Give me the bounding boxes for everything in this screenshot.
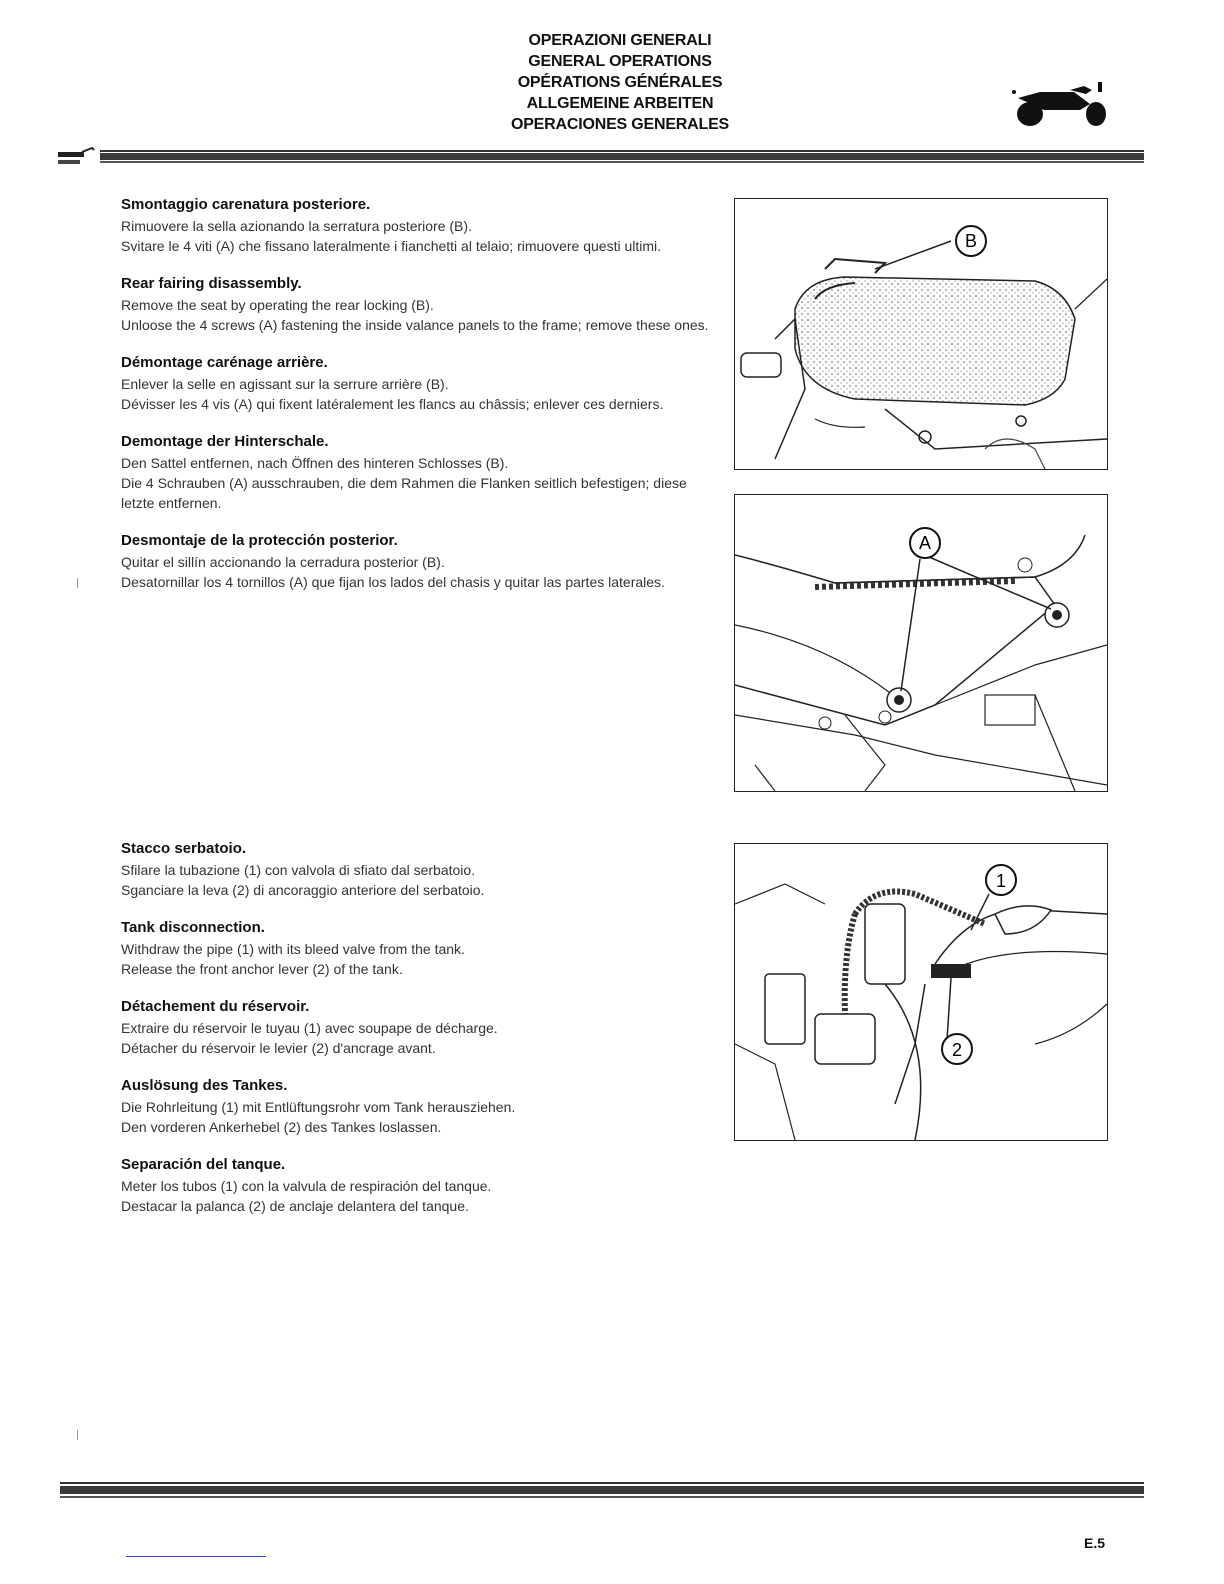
section-es-tank (121, 1154, 711, 1216)
section-de-fairing (121, 431, 711, 513)
instruction-line: Enlever la selle en agissant sur la serrure arrière (B). (121, 376, 449, 392)
footer-link-underline (126, 1556, 266, 1557)
section-en-fairing (121, 273, 711, 335)
section-fr-fairing (121, 352, 711, 414)
section-en-tank (121, 917, 711, 979)
instruction-line: Den vorderen Ankerhebel (2) des Tankes loslassen. (121, 1119, 442, 1135)
page-number: E.5 (1084, 1535, 1106, 1551)
section-heading: Auslösung des Tankes. (121, 1077, 288, 1094)
title-es: OPERACIONES GENERALES (510, 116, 730, 133)
instruction-line: Unloose the 4 screws (A) fastening the inside valance panels to the frame; remove these ones. (121, 317, 709, 333)
callout-a: A (918, 533, 932, 553)
instruction-line: Meter los tubos (1) con la valvula de respiración del tanque. (121, 1178, 492, 1194)
section-it-fairing (121, 194, 711, 256)
instruction-line: Die Rohrleitung (1) mit Entlüftungsrohr vom Tank herausziehen. (121, 1099, 516, 1115)
section-es-fairing (121, 530, 711, 592)
title-en: GENERAL OPERATIONS (528, 53, 712, 70)
section-heading: Desmontaje de la protección posterior. (121, 532, 398, 549)
callout-1: 1 (995, 871, 1007, 891)
instruction-line: Dévisser les 4 vis (A) qui fixent latéralement les flancs au châssis; enlever ces derniers. (121, 396, 664, 412)
seat-fairing-instructions (121, 194, 711, 609)
section-it-tank (121, 838, 711, 900)
figure-seat-lock (734, 198, 1108, 470)
section-heading: Tank disconnection. (121, 919, 265, 936)
instruction-line: Svitare le 4 viti (A) che fissano lateralmente i fianchetti al telaio; rimuovere questi ultimi. (121, 238, 662, 254)
margin-speck (77, 578, 78, 588)
header-divider (60, 148, 1144, 166)
section-heading: Stacco serbatoio. (121, 840, 247, 857)
instruction-line: Détacher du réservoir le levier (2) d'ancrage avant. (121, 1040, 436, 1056)
header-titles (420, 30, 820, 135)
title-de: ALLGEMEINE ARBEITEN (526, 95, 714, 112)
section-heading: Détachement du réservoir. (121, 998, 310, 1015)
footer-divider (60, 1480, 1144, 1500)
margin-speck (77, 1430, 78, 1440)
motorcycle-icon (1010, 76, 1110, 132)
instruction-line: Quitar el sillín accionando la cerradura posterior (B). (121, 554, 445, 570)
section-fr-tank (121, 996, 711, 1058)
instruction-line: Withdraw the pipe (1) with its bleed valve from the tank. (121, 941, 465, 957)
callout-2: 2 (951, 1040, 963, 1060)
instruction-line: Remove the seat by operating the rear locking (B). (121, 297, 434, 313)
tank-instructions (121, 838, 711, 1233)
instruction-line: Sganciare la leva (2) di ancoraggio anteriore del serbatoio. (121, 882, 485, 898)
section-heading: Smontaggio carenatura posteriore. (121, 196, 371, 213)
instruction-line: Extraire du réservoir le tuyau (1) avec soupape de décharge. (121, 1020, 498, 1036)
callout-b: B (964, 231, 978, 251)
section-heading: Rear fairing disassembly. (121, 275, 302, 292)
section-heading: Démontage carénage arrière. (121, 354, 328, 371)
figure-tank-disconnection (734, 843, 1108, 1141)
figure-side-panel-screws (734, 494, 1108, 792)
instruction-line: Desatornillar los 4 tornillos (A) que fijan los lados del chasis y quitar las partes laterales. (121, 574, 665, 590)
title-it: OPERAZIONI GENERALI (528, 32, 712, 49)
instruction-line: Rimuovere la sella azionando la serratura posteriore (B). (121, 218, 472, 234)
instruction-line: Destacar la palanca (2) de anclaje delantera del tanque. (121, 1198, 469, 1214)
title-fr: OPÉRATIONS GÉNÉRALES (517, 74, 723, 91)
instruction-line: Die 4 Schrauben (A) ausschrauben, die dem Rahmen die Flanken seitlich befestigen; diese letzte entfernen. (121, 475, 687, 511)
section-de-tank (121, 1075, 711, 1137)
instruction-line: Sfilare la tubazione (1) con valvola di sfiato dal serbatoio. (121, 862, 476, 878)
instruction-line: Den Sattel entfernen, nach Öffnen des hinteren Schlosses (B). (121, 455, 509, 471)
instruction-line: Release the front anchor lever (2) of the tank. (121, 961, 403, 977)
section-heading: Separación del tanque. (121, 1156, 286, 1173)
section-heading: Demontage der Hinterschale. (121, 433, 329, 450)
